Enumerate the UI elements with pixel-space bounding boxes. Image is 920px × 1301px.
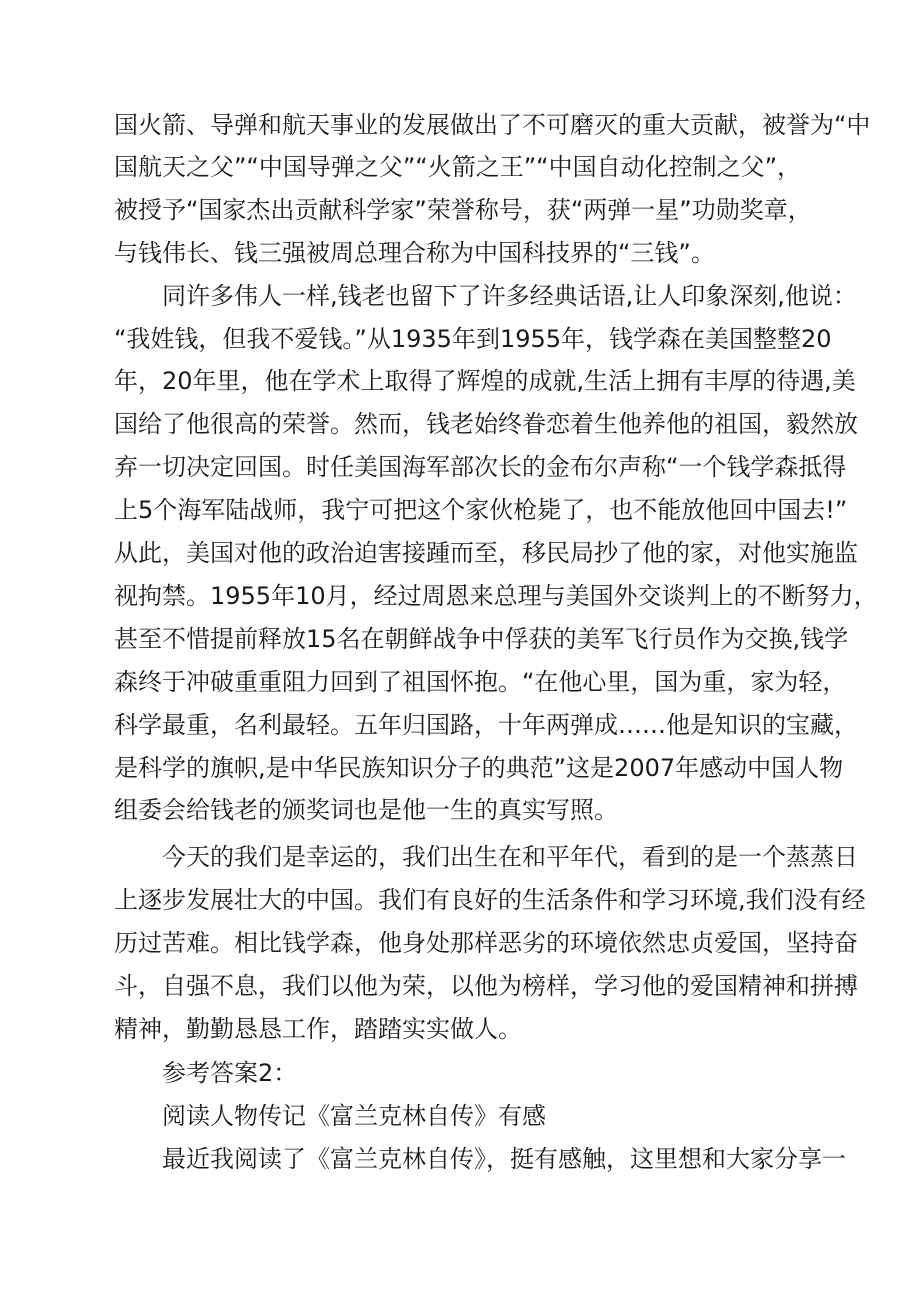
text-line: 年，20年里，他在学术上取得了辉煌的成就,生活上拥有丰厚的待遇,美 <box>114 367 856 395</box>
text-line: 国给了他很高的荣誉。然而，钱老始终眷恋着生他养他的祖国，毅然放 <box>114 410 858 438</box>
text-line: 组委会给钱老的颁奖词也是他一生的真实写照。 <box>114 796 618 824</box>
text-line: 从此，美国对他的政治迫害接踵而至，移民局抄了他的家，对他实施监 <box>114 539 858 567</box>
text-line: 参考答案2： <box>162 1059 298 1087</box>
text-line: 国航天之父”“中国导弹之父”“火箭之王”“中国自动化控制之父”， <box>114 153 802 181</box>
text-line: “我姓钱，但我不爱钱。”从1935年到1955年，钱学森在美国整整20 <box>114 325 832 353</box>
text-line: 科学最重，名利最轻。五年归国路，十年两弹成……他是知识的宝藏， <box>114 711 858 739</box>
text-line: 是科学的旗帜,是中华民族知识分子的典范”这是2007年感动中国人物 <box>114 754 844 782</box>
text-line: 被授予“国家杰出贡献科学家”荣誉称号，获“两弹一星”功勋奖章， <box>114 196 812 224</box>
text-line: 上逐步发展壮大的中国。我们有良好的生活条件和学习环境,我们没有经 <box>114 886 866 914</box>
text-line: 今天的我们是幸运的，我们出生在和平年代，看到的是一个蒸蒸日 <box>162 843 858 871</box>
text-line: 森终于冲破重重阻力回到了祖国怀抱。“在他心里，国为重，家为轻， <box>114 668 847 696</box>
text-line: 历过苦难。相比钱学森，他身处那样恶劣的环境依然忠贞爱国，坚持奋 <box>114 929 858 957</box>
text-line: 与钱伟长、钱三强被周总理合称为中国科技界的“三钱”。 <box>114 239 715 267</box>
text-line: 精神，勤勤恳恳工作，踏踏实实做人。 <box>114 1015 522 1043</box>
text-line: 甚至不惜提前释放15名在朝鲜战争中俘获的美军飞行员作为交换,钱学 <box>114 625 849 653</box>
text-line: 国火箭、导弹和航天事业的发展做出了不可磨灭的重大贡献，被誉为“中 <box>114 111 871 139</box>
text-line: 同许多伟人一样,钱老也留下了许多经典话语,让人印象深刻,他说： <box>162 282 857 310</box>
text-line: 最近我阅读了《富兰克林自传》，挺有感触，这里想和大家分享一 <box>162 1145 846 1173</box>
text-line: 阅读人物传记《富兰克林自传》有感 <box>162 1102 546 1130</box>
text-line: 斗，自强不息，我们以他为荣，以他为榜样，学习他的爱国精神和拼搏 <box>114 972 858 1000</box>
text-line: 弃一切决定回国。时任美国海军部次长的金布尔声称“一个钱学森抵得 <box>114 453 847 481</box>
text-line: 上5个海军陆战师，我宁可把这个家伙枪毙了，也不能放他回中国去!” <box>114 496 848 524</box>
text-line: 视拘禁。1955年10月，经过周恩来总理与美国外交谈判上的不断努力， <box>114 582 878 610</box>
